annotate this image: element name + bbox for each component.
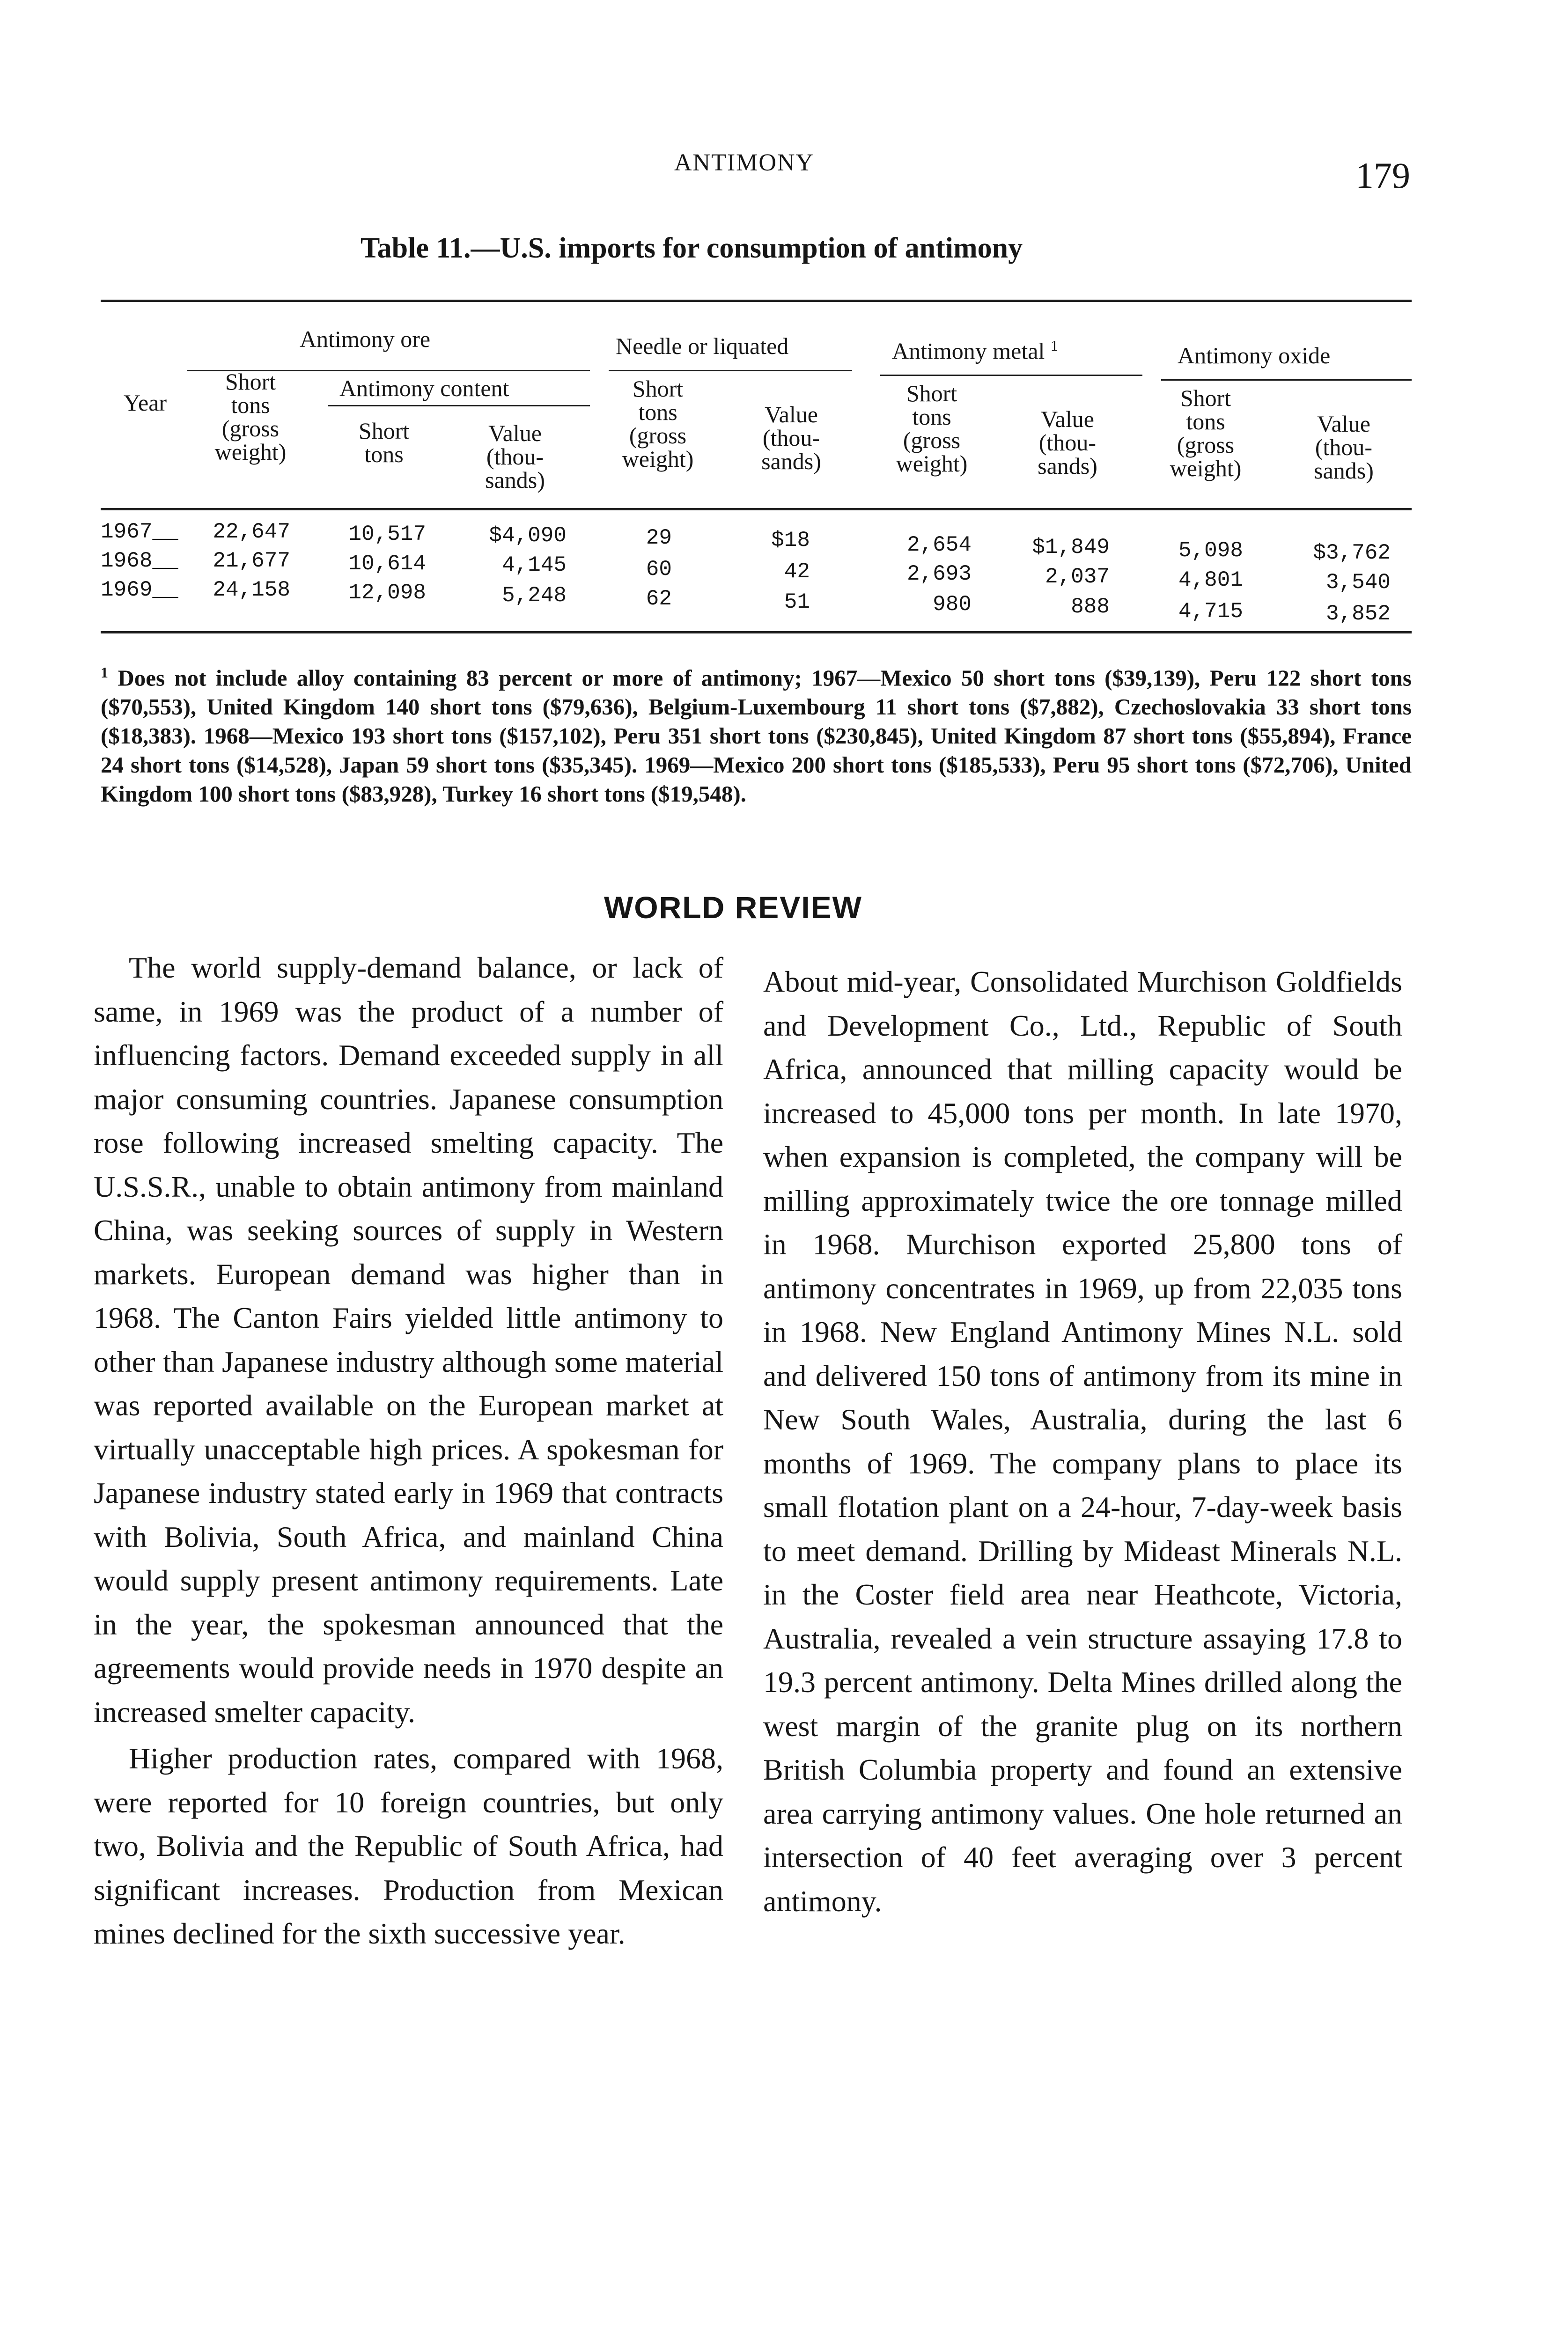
header-line: Value <box>1041 406 1094 432</box>
row-year: 1968__ <box>101 549 178 573</box>
cell-content-tons: 12,098 <box>348 581 426 605</box>
header-line: (thou- <box>762 425 820 451</box>
cell-oxide-value: $3,762 <box>1313 541 1391 565</box>
cell-needle-tons: 29 <box>646 526 672 550</box>
page-number: 179 <box>1355 155 1410 196</box>
header-line: sands) <box>761 448 821 474</box>
left-column <box>94 946 723 1956</box>
header-line: Short <box>1180 385 1231 411</box>
cell-oxide-value: 3,852 <box>1325 602 1391 626</box>
cell-oxide-tons: 4,801 <box>1178 568 1243 592</box>
cell-content-value: 5,248 <box>501 583 567 608</box>
oxide-group-rule <box>1161 379 1412 381</box>
header-line: tons <box>1186 408 1225 434</box>
header-needle-value <box>735 403 847 473</box>
header-line: sands) <box>1314 457 1374 484</box>
cell-content-tons: 10,614 <box>348 552 426 576</box>
header-line: Value <box>1317 411 1370 437</box>
cell-needle-tons: 60 <box>646 557 672 582</box>
group-antimony-metal <box>892 337 1058 365</box>
running-head: ANTIMONY <box>674 149 815 176</box>
content-group-rule <box>328 405 590 406</box>
header-line: tons <box>912 404 951 430</box>
row-year: 1969__ <box>101 578 178 602</box>
header-line: weight) <box>1170 455 1242 481</box>
header-oxide-short-tons <box>1149 386 1262 480</box>
table-top-rule <box>101 300 1412 302</box>
header-metal-value <box>1011 407 1124 478</box>
header-content-value <box>459 421 571 492</box>
header-metal-short-tons <box>876 382 988 475</box>
cell-metal-value: 888 <box>1071 595 1110 619</box>
header-line: Short <box>225 368 276 395</box>
cell-ore: 21,677 <box>213 549 290 573</box>
header-line: Value <box>488 420 542 446</box>
footnote-text: Does not include alloy containing 83 percent or more of antimony; 1967—Mexico 50 short tons ($39,139), Peru 122 short tons ($70,553), United Kingdom 140 short tons ($79,636), Belgium-Luxembourg 11 short tons ($7,882), Czechoslovakia 33 short tons ($18,383). 1968—Mexico 193 short tons ($157,102), Peru 351 short tons ($230,845), United Kingdom 87 short tons ($55,894), France 24 short tons ($14,528), Japan 59 short tons ($35,345). 1969—Mexico 200 short tons ($185,533), Peru 95 short tons ($72,706), United Kingdom 100 short tons ($83,928), Turkey 16 short tons ($19,548). <box>101 665 1412 807</box>
right-column <box>763 960 1402 1923</box>
cell-metal-tons: 2,654 <box>906 533 972 557</box>
header-line: (gross <box>1177 432 1235 458</box>
footnote-mark: 1 <box>101 664 108 681</box>
header-oxide-value <box>1288 412 1400 482</box>
cell-metal-value: $1,849 <box>1032 535 1110 559</box>
needle-group-rule <box>609 370 852 371</box>
cell-oxide-value: 3,540 <box>1325 570 1391 595</box>
paragraph: The world supply-demand balance, or lack of same, in 1969 was the product of a number of influencing factors. Demand exceeded supply in all major consuming countries. Japanese consumption rose following increased smelting capacity. The U.S.S.R., unable to obtain antimony from mainland China, was seeking sources of supply in Western markets. European demand was higher than in 1968. The Canton Fairs yielded little antimony to other than Japanese industry although some material was reported available on the European market at virtually unacceptable high prices. A spokesman for Japanese industry stated early in 1969 that contracts with Bolivia, South Africa, and mainland China would supply present antimony requirements. Late in the year, the spokesman announced that the agreements would provide needs in 1970 despite an increased smelter capacity. <box>94 951 723 1729</box>
header-line: tons <box>638 399 677 425</box>
group-needle-liquated: Needle or liquated <box>616 333 789 359</box>
header-line: Short <box>632 375 684 402</box>
header-line: tons <box>364 441 404 467</box>
header-needle-short-tons <box>604 377 712 471</box>
group-antimony-ore: Antimony ore <box>300 326 431 352</box>
header-year: Year <box>123 390 167 416</box>
header-content-short-tons <box>328 419 440 466</box>
header-bottom-rule <box>101 508 1412 510</box>
group-antimony-metal-label: Antimony metal <box>892 338 1045 364</box>
header-line: (thou- <box>1038 429 1097 456</box>
cell-content-tons: 10,517 <box>348 522 426 546</box>
table-bottom-rule <box>101 631 1412 633</box>
paragraph: About mid-year, Consolidated Murchison Goldfields and Development Co., Ltd., Republic of South Africa, announced that milling capacity would be increased to 45,000 tons per month. In late 1970, when expansion is completed, the company will be milling approximately twice the ore tonnage milled in 1968. Murchison exported 25,800 tons of antimony concentrates in 1969, up from 22,035 tons in 1968. New England Antimony Mines N.L. sold and delivered 150 tons of antimony from its mine in New South Wales, Australia, during the last 6 months of 1969. The company plans to place its small flotation plant on a 24-hour, 7-day-week basis to meet demand. Drilling by Mideast Minerals N.L. in the Coster field area near Heathcote, Victoria, Australia, revealed a vein structure assaying 17.8 to 19.3 percent antimony. Delta Mines drilled along the west margin of the granite plug on its northern British Columbia property and found an extensive area carrying antimony values. One hole returned an intersection of 40 feet averaging over 3 percent antimony. <box>763 965 1402 1918</box>
row-year: 1967__ <box>101 520 178 544</box>
metal-group-rule <box>880 375 1142 376</box>
cell-oxide-tons: 4,715 <box>1178 599 1243 624</box>
header-line: Value <box>765 401 818 427</box>
header-line: (gross <box>903 427 961 453</box>
header-line: (gross <box>221 415 280 442</box>
header-line: Short <box>358 418 410 444</box>
footnote-ref: 1 <box>1050 337 1058 354</box>
header-line: tons <box>231 392 270 418</box>
header-line: (gross <box>629 422 687 449</box>
cell-content-value: $4,090 <box>489 523 567 548</box>
cell-oxide-tons: 5,098 <box>1178 538 1243 563</box>
table-footnote <box>101 658 1412 809</box>
header-ore-short-tons <box>187 370 314 464</box>
cell-ore: 24,158 <box>213 578 290 602</box>
cell-needle-tons: 62 <box>646 587 672 611</box>
table-title: Table 11.—U.S. imports for consumption of antimony <box>361 232 1023 264</box>
cell-needle-value: 42 <box>784 559 810 584</box>
header-line: sands) <box>485 467 545 493</box>
cell-needle-value: $18 <box>771 528 810 552</box>
header-line: weight) <box>214 439 287 465</box>
header-line: (thou- <box>1315 434 1373 460</box>
cell-ore: 22,647 <box>213 520 290 544</box>
cell-content-value: 4,145 <box>501 553 567 577</box>
cell-metal-tons: 980 <box>933 592 972 617</box>
cell-metal-value: 2,037 <box>1045 565 1110 589</box>
group-antimony-content: Antimony content <box>339 375 509 401</box>
header-line: weight) <box>622 446 694 472</box>
header-line: (thou- <box>486 443 544 470</box>
header-line: weight) <box>896 450 968 477</box>
cell-metal-tons: 2,693 <box>906 562 972 586</box>
cell-needle-value: 51 <box>784 590 810 614</box>
header-line: Short <box>906 380 957 406</box>
paragraph: Higher production rates, compared with 1968, were reported for 10 foreign countries, but only two, Bolivia and the Republic of South Africa, had significant increases. Production from Mexican mines declined for the sixth successive year. <box>94 1742 723 1950</box>
header-line: sands) <box>1038 453 1097 479</box>
group-antimony-oxide: Antimony oxide <box>1178 342 1331 368</box>
section-heading: WORLD REVIEW <box>604 890 862 925</box>
